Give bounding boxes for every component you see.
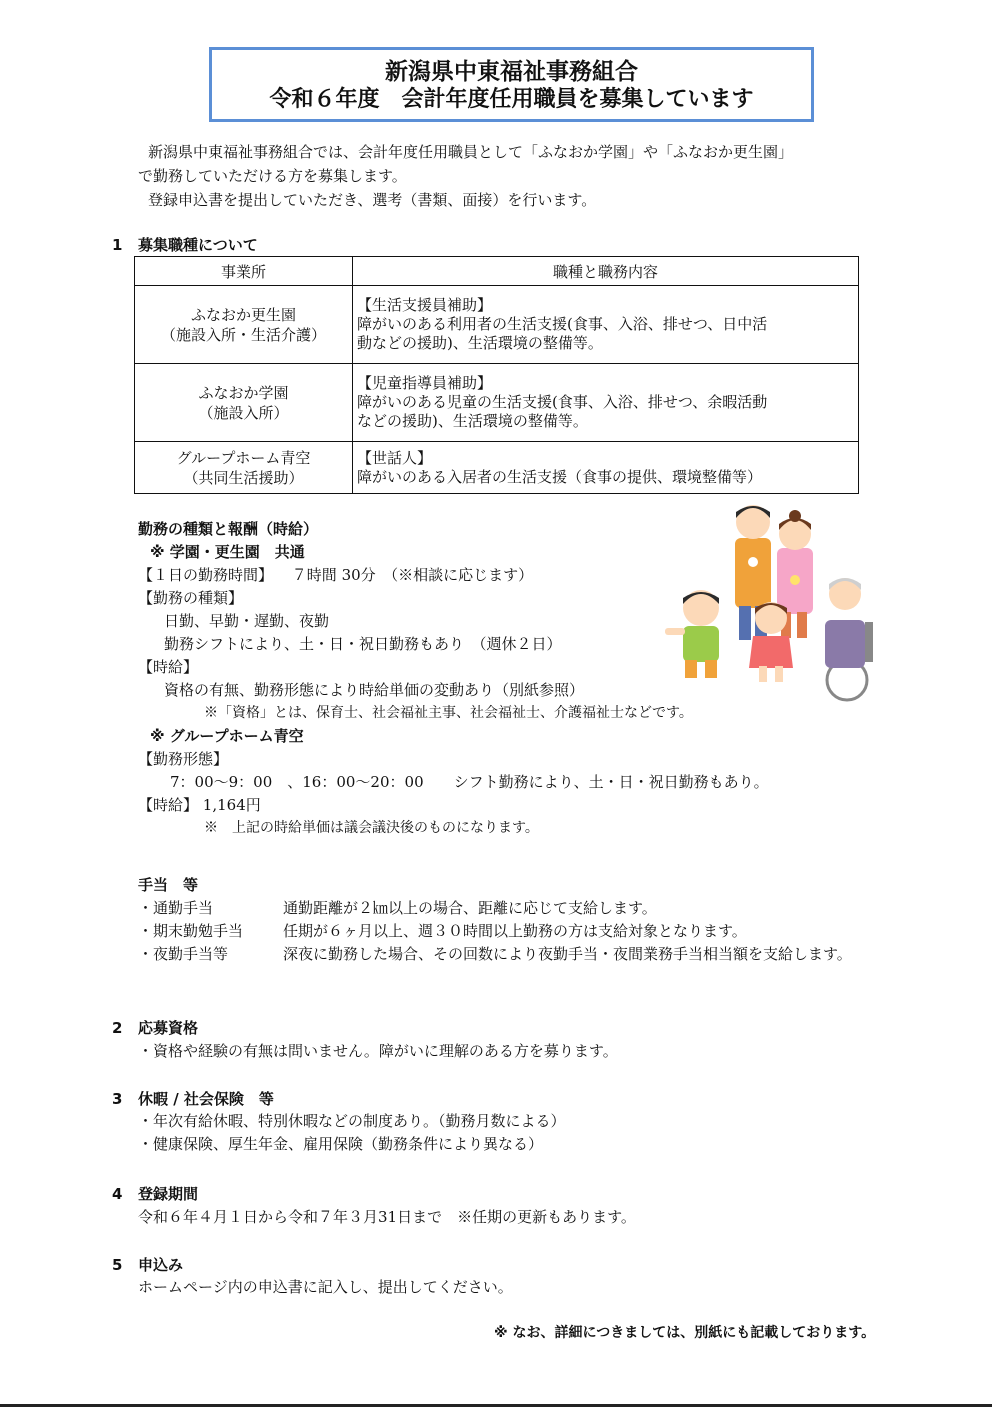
place-type: （共同生活援助） — [183, 468, 304, 487]
form-value: 7：00〜9：00 、16：00〜20：00 シフト勤務により、土・日・祝日勤務もあり。 — [170, 773, 769, 791]
place-type: （施設入所・生活介護） — [160, 325, 326, 344]
role-desc-1: 障がいのある入居者の生活支援（食事の提供、環境整備等） — [357, 467, 763, 486]
wage-line-1: 資格の有無、勤務形態により時給単価の変動あり（別紙参照） — [164, 681, 585, 699]
title-box — [209, 47, 814, 122]
org-title: 新潟県中東福祉事務組合 — [385, 59, 638, 85]
section-4-heading — [112, 1183, 198, 1204]
place-type: （施設入所） — [198, 403, 289, 422]
wage-note: ※「資格」とは、保育士、社会福祉主事、社会福祉士、介護福祉士などです。 — [204, 705, 693, 721]
place-cell — [135, 286, 353, 364]
section-3-line-1: ・年次有給休暇、特別休暇などの制度あり。（勤務月数による） — [138, 1112, 566, 1130]
allowance-section — [138, 874, 958, 966]
hours-label: 【１日の勤務時間】 — [138, 566, 274, 584]
allowance-desc: 任期が６ヶ月以上、週３０時間以上勤務の方は支給対象となります。 — [283, 922, 747, 940]
types-line-1: 日勤、早勤・遅勤、夜勤 — [164, 612, 330, 630]
types-label: 【勤務の種類】 — [138, 589, 244, 607]
intro-line-3: 登録申込書を提出していただき、選考（書類、面接）を行います。 — [148, 191, 597, 209]
gh-wage-label: 【時給】 — [138, 796, 199, 814]
place-cell — [135, 364, 353, 442]
allowance-desc: 通勤距離が２㎞以上の場合、距離に応じて支給します。 — [283, 899, 657, 917]
gh-wage-row — [138, 794, 858, 817]
role-name: 【生活支援員補助】 — [357, 296, 493, 314]
role-desc-1: 障がいのある児童の生活支援(食事、入浴、排せつ、余暇活動 — [357, 393, 768, 411]
hours-value: ７時間 30分 （※相談に応じます） — [291, 566, 534, 584]
grandmother-figure — [825, 578, 873, 700]
place-name: グループホーム青空 — [176, 448, 311, 467]
section-title: 登録期間 — [138, 1185, 199, 1203]
table-header-row — [135, 257, 859, 286]
section-title: 休暇 / 社会保険 等 — [138, 1090, 274, 1108]
types-line-2: 勤務シフトにより、土・日・祝日勤務もあり （週休２日） — [164, 635, 562, 653]
table-row — [135, 286, 859, 364]
place-name: ふなおか学園 — [198, 383, 289, 402]
section-title: 申込み — [138, 1256, 184, 1274]
form-label: 【勤務形態】 — [138, 750, 229, 768]
wage-label: 【時給】 — [138, 658, 199, 676]
section-5-body: ホームページ内の申込書に記入し、提出してください。 — [138, 1278, 513, 1296]
allowance-item — [138, 943, 958, 966]
place-cell — [135, 442, 353, 494]
gh-note: ※ 上記の時給単価は議会議決後のものになります。 — [204, 820, 539, 836]
section-title: 募集職種について — [138, 236, 258, 254]
footer-note: ※ なお、詳細につきましては、別紙にも記載しております。 — [494, 1325, 876, 1341]
table-header-place: 事業所 — [135, 257, 353, 286]
common-subheading: ※ 学園・更生園 共通 — [150, 543, 305, 561]
section-title: 応募資格 — [138, 1019, 199, 1037]
table-header-role: 職種と職務内容 — [353, 257, 859, 286]
section-2-body: ・資格や経験の有無は問いません。障がいに理解のある方を募ります。 — [138, 1042, 618, 1060]
allowance-item — [138, 920, 958, 943]
role-name: 【児童指導員補助】 — [357, 374, 493, 392]
allowance-item — [138, 897, 958, 920]
intro — [138, 140, 858, 212]
intro-line-1: 新潟県中東福祉事務組合では、会計年度任用職員として「ふなおか学園」や「ふなおか更生園」 — [148, 143, 794, 161]
section-3-body — [138, 1110, 566, 1156]
table-row — [135, 442, 859, 494]
girl-figure — [749, 602, 793, 682]
family-illustration — [665, 500, 890, 705]
section-3-heading — [112, 1088, 274, 1109]
work-heading: 勤務の種類と報酬（時給） — [138, 520, 319, 538]
bottom-divider — [0, 1404, 992, 1407]
role-desc-1: 障がいのある利用者の生活支援(食事、入浴、排せつ、日中活 — [357, 315, 768, 333]
jobs-table — [134, 256, 859, 494]
role-cell — [353, 286, 859, 364]
section-number: 1 — [112, 236, 123, 254]
section-number: 4 — [112, 1185, 123, 1203]
gh-wage-value: 1,164円 — [202, 796, 261, 814]
role-desc-2: 動などの援助)、生活環境の整備等。 — [357, 334, 603, 352]
section-5-heading — [112, 1254, 183, 1275]
allowance-desc: 深夜に勤務した場合、その回数により夜勤手当・夜間業務手当相当額を支給します。 — [283, 945, 852, 963]
page-title: 令和６年度 会計年度任用職員を募集しています — [269, 87, 754, 112]
section-4-body: 令和６年４月１日から令和７年３月31日まで ※任期の更新もあります。 — [138, 1208, 636, 1226]
allowance-name: ・通勤手当 — [138, 899, 214, 917]
role-name: 【世話人】 — [357, 448, 433, 467]
section-1-heading — [112, 234, 258, 255]
role-cell — [353, 364, 859, 442]
role-desc-2: などの援助)、生活環境の整備等。 — [357, 412, 588, 430]
table-row — [135, 364, 859, 442]
role-cell — [353, 442, 859, 494]
allowance-heading: 手当 等 — [138, 876, 199, 894]
section-number: 3 — [112, 1090, 123, 1108]
allowance-name: ・期末勤勉手当 — [138, 922, 244, 940]
boy-figure — [665, 590, 719, 678]
section-3-line-2: ・健康保険、厚生年金、雇用保険（勤務条件により異なる） — [138, 1135, 544, 1153]
section-2-heading — [112, 1017, 198, 1038]
intro-line-2: で勤務していただける方を募集します。 — [138, 167, 407, 185]
gh-subheading: ※ グループホーム青空 — [150, 727, 304, 745]
place-name: ふなおか更生園 — [190, 305, 296, 324]
section-number: 2 — [112, 1019, 123, 1037]
allowance-name: ・夜勤手当等 — [138, 945, 229, 963]
section-number: 5 — [112, 1256, 123, 1274]
